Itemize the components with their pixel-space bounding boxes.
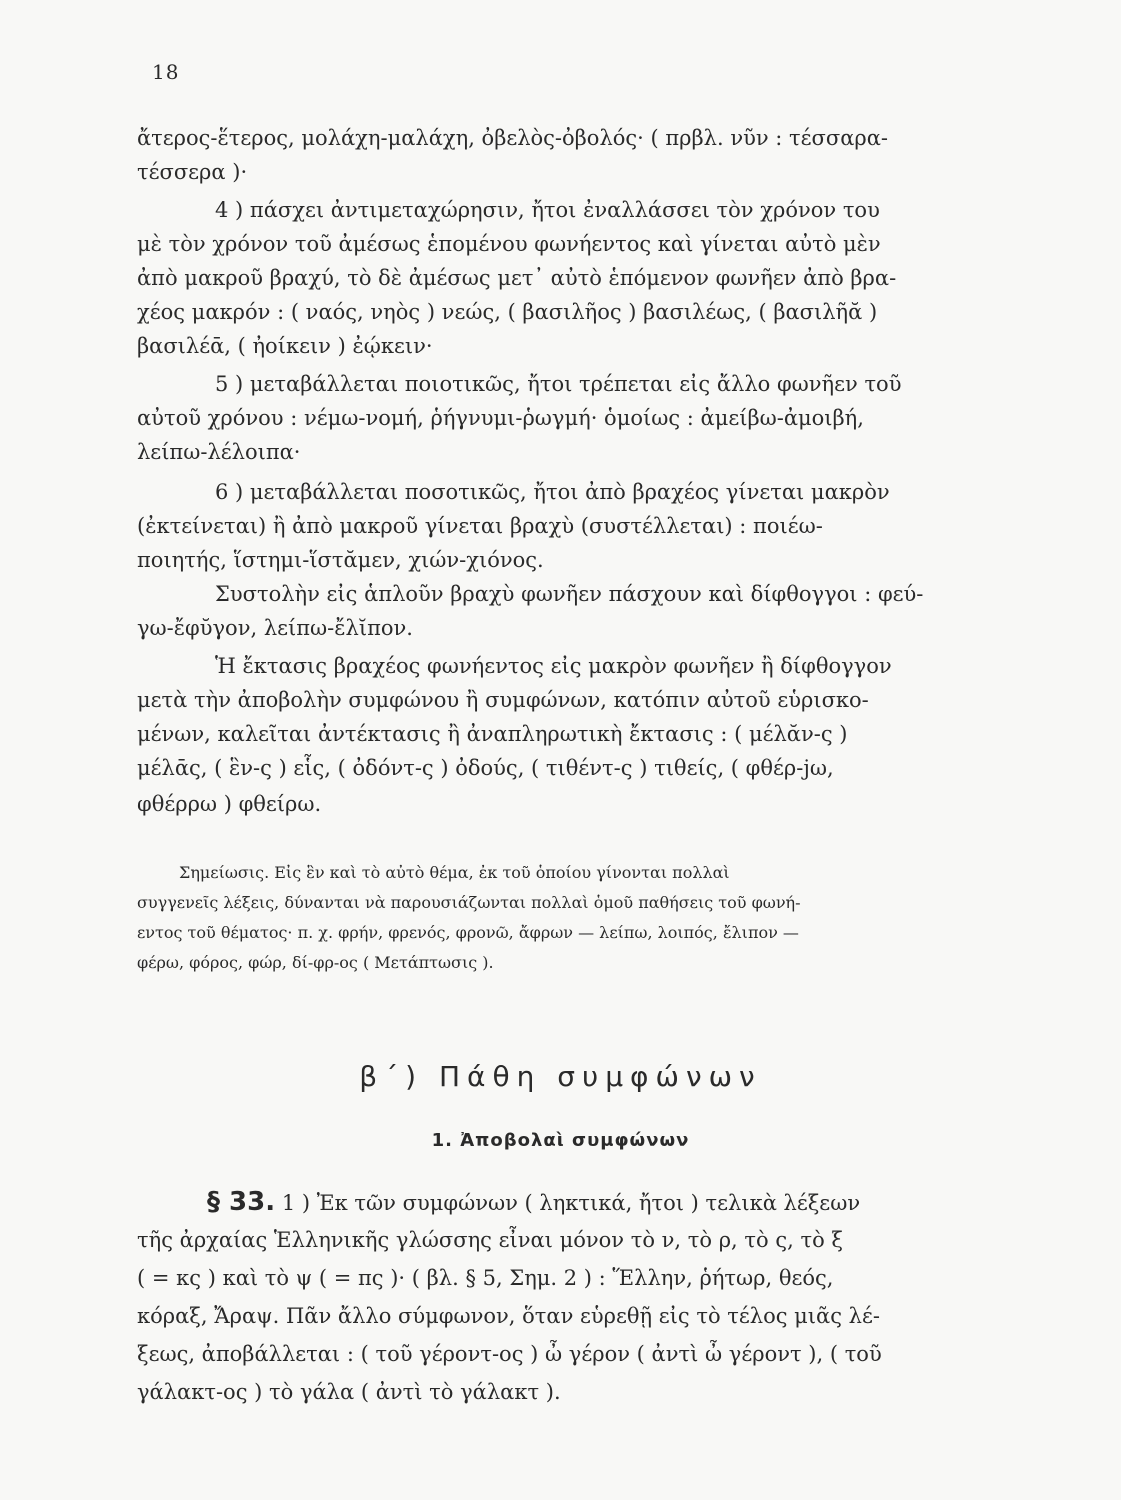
text-line: χέος μακρόν : ( ναός, νηὸς ) νεώς, ( βασιλῆος ) βασιλέως, ( βασιλῆᾰ ) [137,300,878,324]
text-line: μὲ τὸν χρόνον τοῦ ἀμέσως ἑπομένου φωνήεντος καὶ γίνεται αὐτὸ μὲν [137,232,881,256]
text-line: μέλᾱς, ( ἓν-ς ) εἷς, ( ὀδόντ-ς ) ὀδούς, ( τιθέντ-ς ) τιθείς, ( φθέρ-jω, [137,756,834,780]
text-line: (ἐκτείνεται) ἢ ἀπὸ μακροῦ γίνεται βραχὺ (συστέλλεται) : ποιέω- [137,514,823,538]
text-line: φθέρρω ) φθείρω. [137,792,322,816]
note-line: εντος τοῦ θέματος· π. χ. φρήν, φρενός, φρονῶ, ἄφρων — λείπω, λοιπός, ἔλιπον — [137,923,799,942]
para-line [137,1188,993,1217]
note-line: φέρω, φόρος, φώρ, δί-φρ-ος ( Μετάπτωσις ). [137,953,494,972]
text-line: ποιητής, ἵστημι-ἵστᾰμεν, χιών-χιόνος. [137,548,544,572]
section-mark: § 33. [207,1188,276,1217]
para-line: ξεως, ἀποβάλλεται : ( τοῦ γέροντ-ος ) ὦ γέρον ( ἀντὶ ὦ γέροντ ), ( τοῦ [137,1342,882,1366]
text-line: Συστολὴν εἰς ἁπλοῦν βραχὺ φωνῆεν πάσχουν καὶ δίφθογγοι : φεύ- [215,582,924,606]
text-line: ἄτερος-ἕτερος, μολάχη-μαλάχη, ὀβελὸς-ὀβολός· ( πρβλ. νῦν : τέσσαρα- [137,126,889,150]
subsection-title: 1. Ἀποβολαὶ συμφώνων [431,1130,690,1151]
text-line: λείπω-λέλοιπα· [137,440,301,464]
page-number: 18 [152,60,180,84]
text-line: τέσσερα )· [137,160,248,184]
text-line: αὐτοῦ χρόνου : νέμω-νομή, ῥήγνυμι-ῥωγμή· ὁμοίως : ἀμείβω-ἀμοιβή, [137,406,864,430]
section-title: β΄) Πάθη συμφώνων [359,1060,762,1093]
text-line: ἀπὸ μακροῦ βραχύ, τὸ δὲ ἀμέσως μετ᾽ αὐτὸ ἑπόμενον φωνῆεν ἀπὸ βρα- [137,266,897,290]
para-line: γάλακτ-ος ) τὸ γάλα ( ἀντὶ τὸ γάλακτ ). [137,1380,561,1404]
text-line: μετὰ τὴν ἀποβολὴν συμφώνου ἢ συμφώνων, κατόπιν αὐτοῦ εὑρισκο- [137,688,869,712]
para-line: τῆς ἀρχαίας Ἑλληνικῆς γλώσσης εἶναι μόνον τὸ ν, τὸ ρ, τὸ ς, τὸ ξ [137,1228,843,1252]
text-line: 6 ) μεταβάλλεται ποσοτικῶς, ἤτοι ἀπὸ βραχέος γίνεται μακρὸν [215,480,890,504]
text-line: 5 ) μεταβάλλεται ποιοτικῶς, ἤτοι τρέπεται εἰς ἄλλο φωνῆεν τοῦ [215,372,902,396]
para-text: 1 ) Ἐκ τῶν συμφώνων ( ληκτικά, ἤτοι ) τελικὰ λέξεων [281,1191,861,1215]
note-line: συγγενεῖς λέξεις, δύνανται νὰ παρουσιάζωνται πολλαὶ ὁμοῦ παθήσεις τοῦ φωνή- [137,893,801,912]
text-line: βασιλέᾱ, ( ἠοίκειν ) ἐῴκειν· [137,334,433,358]
text-line: Ἡ ἔκτασις βραχέος φωνήεντος εἰς μακρὸν φωνῆεν ἢ δίφθογγον [215,654,892,678]
para-line: ( = κς ) καὶ τὸ ψ ( = πς )· ( βλ. § 5, Σημ. 2 ) : Ἕλλην, ῥήτωρ, θεός, [137,1266,834,1290]
text-line: μένων, καλεῖται ἀντέκτασις ἢ ἀναπληρωτικὴ ἔκτασις : ( μέλᾰν-ς ) [137,722,848,746]
note-line: Σημείωσις. Εἰς ἓν καὶ τὸ αὐτὸ θέμα, ἐκ τοῦ ὁποίου γίνονται πολλαὶ [179,863,730,882]
para-line: κόραξ, Ἄραψ. Πᾶν ἄλλο σύμφωνον, ὅταν εὑρεθῇ εἰς τὸ τέλος μιᾶς λέ- [137,1304,880,1328]
text-line: 4 ) πάσχει ἀντιμεταχώρησιν, ἤτοι ἐναλλάσσει τὸν χρόνον του [215,198,880,222]
text-line: γω-ἔφῠγον, λείπω-ἔλῐπον. [137,616,413,640]
